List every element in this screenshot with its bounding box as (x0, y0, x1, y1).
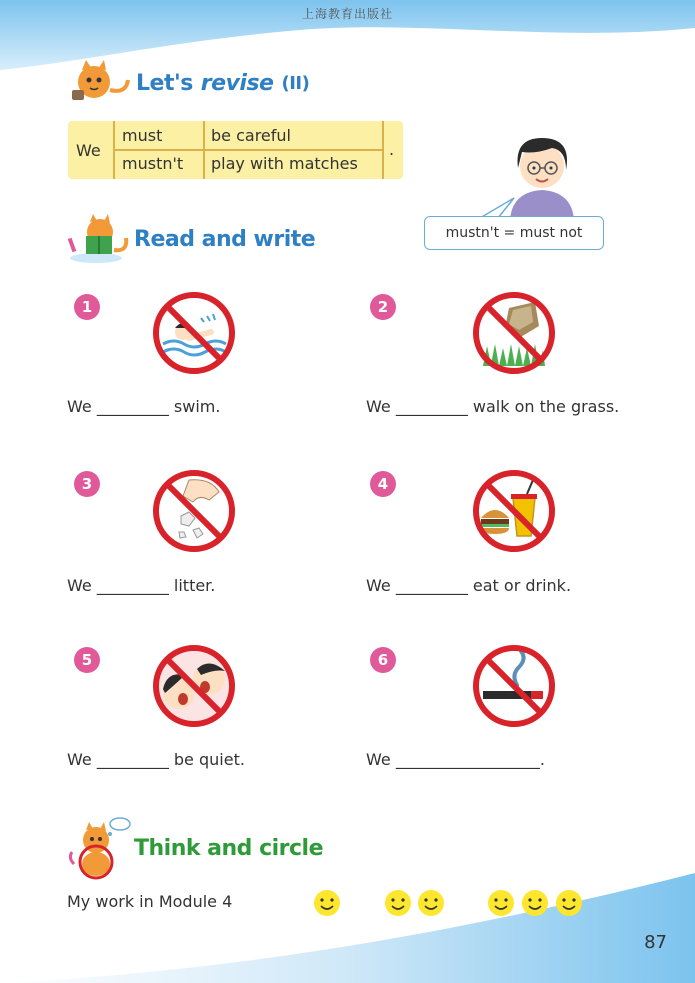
table-modal: must (122, 126, 163, 145)
smiley-icon[interactable] (416, 888, 446, 918)
self-assessment-prompt: My work in Module 4 (67, 892, 233, 911)
table-modal: mustn't (122, 154, 184, 173)
sentence: We _________ walk on the grass. (366, 397, 620, 416)
smiley-icon[interactable] (383, 888, 413, 918)
grammar-table (68, 121, 403, 179)
revise-title-lets: Let's (136, 70, 193, 96)
item-number: 4 (370, 471, 396, 497)
smiley-icon[interactable] (520, 888, 550, 918)
smiley-icon[interactable] (486, 888, 516, 918)
no-smoking-icon (469, 641, 559, 731)
item-number: 5 (74, 647, 100, 673)
item-number: 1 (74, 294, 100, 320)
no-shouting-icon (149, 641, 239, 731)
table-phrase: play with matches (211, 154, 358, 173)
revise-title-numeral: (II) (281, 72, 310, 94)
item-number: 6 (370, 647, 396, 673)
reading-cat-icon (66, 214, 134, 264)
no-littering-icon (149, 466, 239, 556)
speech-bubble: mustn't = must not (424, 216, 604, 250)
sentence: We _________ eat or drink. (366, 576, 572, 595)
read-write-title: Read and write (134, 226, 316, 252)
think-circle-title: Think and circle (134, 835, 324, 861)
item-number: 3 (74, 471, 100, 497)
sentence: We _________ swim. (67, 397, 221, 416)
sentence: We _________ litter. (67, 576, 216, 595)
no-walking-on-grass-icon (469, 288, 559, 378)
page-number: 87 (644, 932, 667, 953)
read-write-heading (66, 214, 315, 264)
smiley-icon[interactable] (554, 888, 584, 918)
item-number: 2 (370, 294, 396, 320)
cat-mascot-icon (66, 60, 134, 106)
table-divider (113, 149, 383, 151)
table-period: . (389, 140, 395, 159)
revise-heading (66, 60, 309, 106)
publisher-name: 上海教育出版社 (301, 7, 393, 21)
no-food-or-drink-icon (469, 466, 559, 556)
revise-title-revise: revise (200, 70, 274, 96)
smiley-icon[interactable] (312, 888, 342, 918)
sentence: We __________________. (366, 750, 545, 769)
think-circle-heading (66, 814, 323, 882)
no-swimming-icon (149, 288, 239, 378)
sentence: We _________ be quiet. (67, 750, 245, 769)
table-phrase: be careful (211, 126, 291, 145)
table-subject: We (76, 141, 101, 160)
thinking-cat-icon (66, 814, 134, 882)
